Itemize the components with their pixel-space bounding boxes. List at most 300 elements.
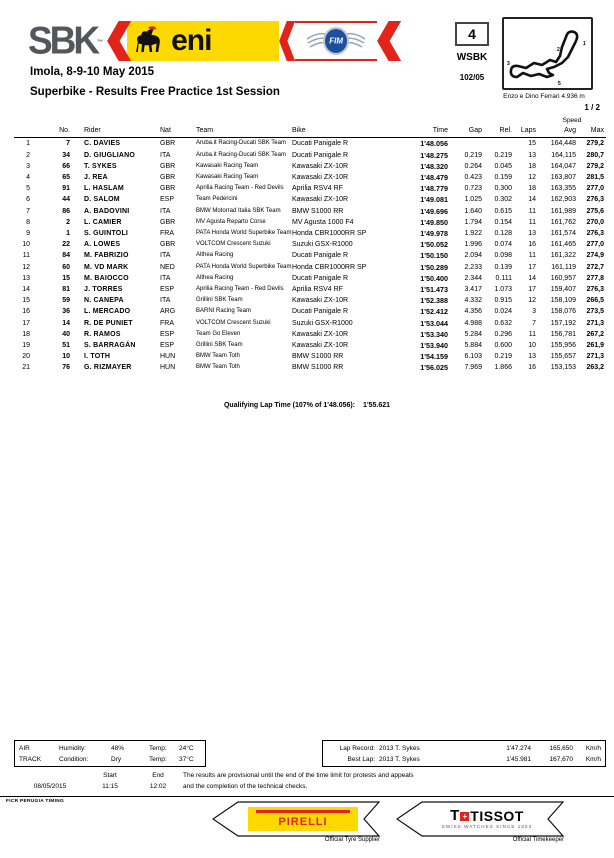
cell-laps: 14 [528,196,536,204]
cell-team: Team Pedercini [196,196,238,203]
cell-avg: 156,781 [550,330,576,338]
cell-avg: 155,657 [550,353,576,361]
humidity-label: Humidity: [59,745,87,752]
cell-gap: 0.723 [464,185,482,193]
cell-gap: 3.417 [464,286,482,294]
cell-no: 10 [62,353,70,361]
col-team: Team [192,125,292,138]
cell-rel: 0.302 [494,196,512,204]
document-number: 102/05 [459,73,485,82]
humidity-value: 48% [111,745,125,752]
cell-pos: 11 [22,252,30,260]
air-temp-value: 24°C [179,745,194,752]
cell-time: 1'53.044 [420,318,448,328]
cell-nat: ESP [160,196,175,204]
cell-no: 86 [62,207,70,215]
cell-avg: 163,807 [550,174,576,181]
table-row [14,217,606,228]
cell-nat: GBR [160,185,176,193]
cell-laps: 13 [528,151,536,159]
cell-rider: T. SYKES [84,162,117,170]
cell-team: PATA Honda World Superbike Team [196,263,292,270]
col-time: Time [406,125,450,138]
results-body [14,138,606,374]
tissot-tagline: SWISS WATCHES SINCE 1853 [441,824,533,829]
cell-nat: FRA [160,230,174,238]
timekeeper-caption: Official Timekeeper [512,837,564,843]
cell-no: 14 [62,319,70,327]
track-outline-icon [504,19,591,88]
cell-laps: 11 [528,218,536,226]
start-time: 11:15 [102,783,118,790]
best-lap-holder: 2013 T. Sykes [379,756,420,763]
cell-rider: G. RIZMAYER [84,364,132,372]
cell-pos: 12 [22,263,30,271]
cell-team: VOLTCOM Crescent Suzuki [196,241,271,248]
swiss-cross-icon: + [460,812,469,821]
cell-laps: 16 [528,241,536,249]
cell-bike: Ducati Panigale R [292,308,349,316]
cell-gap: 1.996 [464,241,482,249]
cell-rider: D. GIUGLIANO [84,151,136,159]
cell-rider: R. DE PUNIET [84,319,133,327]
cell-pos: 14 [22,286,30,294]
table-row [14,250,606,261]
cell-avg: 161,574 [550,230,576,238]
cell-max: 267,2 [586,330,605,338]
cell-time: 1'49.850 [420,217,448,227]
eni-logo: eni [171,24,212,57]
cell-pos: 21 [22,364,30,372]
cell-rel: 0.219 [494,353,512,361]
cell-max: 273,5 [586,308,605,316]
cell-bike: Kawasaki ZX-10R [292,297,349,305]
cell-rider: A. BADOVINI [84,207,130,215]
cell-time: 1'54.159 [420,352,448,362]
cell-team: Kawasaki Racing Team [196,162,259,169]
sbk-logo: SBK™ [28,19,104,62]
cell-time: 1'51.473 [420,285,448,295]
tissot-banner [396,801,564,843]
cell-pos: 4 [26,174,30,181]
cell-rel: 0.111 [495,274,512,282]
cell-no: 76 [62,364,70,372]
table-row [14,351,606,362]
cell-rider: L. CAMIER [84,218,122,226]
cell-no: 2 [66,218,70,226]
cell-nat: GBR [160,241,176,249]
cell-max: 266,5 [586,297,605,305]
cell-team: Althea Racing [196,274,234,281]
cell-pos: 16 [22,308,30,316]
cell-rider: L. HASLAM [84,185,124,193]
chevron-end-icon [377,21,401,61]
cell-laps: 7 [532,319,536,327]
round-number-box: 4 [455,22,489,46]
cell-no: 84 [62,252,70,260]
cell-bike: Suzuki GSX-R1000 [292,241,353,249]
cell-rider: C. DAVIES [84,140,121,148]
cell-team: Grillini SBK Team [196,342,243,349]
cell-avg: 161,465 [550,241,576,249]
table-row [14,150,606,161]
cell-no: 40 [62,330,70,338]
condition-label: Condition: [59,756,89,763]
cell-rel: 0.615 [494,207,512,215]
cell-nat: ARG [160,308,176,316]
cell-nat: HUN [160,364,176,372]
table-row [14,262,606,273]
eni-dog-icon [131,24,165,58]
cell-pos: 13 [22,274,30,282]
cell-max: 276,3 [586,286,605,294]
cell-laps: 11 [528,330,536,338]
table-row [14,194,606,205]
cell-nat: GBR [160,174,176,181]
table-row [14,161,606,172]
cell-nat: ESP [160,330,175,338]
cell-rider: S. BARRAGÁN [84,342,136,350]
cell-max: 279,2 [586,140,605,148]
cell-time: 1'48.320 [420,161,448,171]
table-row [14,284,606,295]
cell-rel: 1.073 [494,286,512,294]
cell-rel: 0.098 [494,252,512,260]
cell-gap: 6.103 [464,353,482,361]
cell-team: BMW Team Toth [196,364,240,371]
cell-nat: GBR [160,140,176,148]
cell-rel: 0.045 [494,162,512,170]
cell-pos: 6 [26,196,30,204]
event-title: Imola, 8-9-10 May 2015 [30,66,155,78]
cell-time: 1'49.081 [420,195,448,205]
speed-header: Speed [562,117,582,125]
cell-gap [450,138,484,150]
cell-laps: 15 [528,140,536,148]
pirelli-banner [212,801,380,843]
cell-no: 66 [62,162,70,170]
track-label: TRACK [19,756,42,763]
cell-rider: R. RAMOS [84,330,121,338]
cell-laps: 18 [528,162,536,170]
cell-max: 277,0 [586,185,605,193]
best-lap-time: 1'45.981 [506,756,531,763]
cell-bike: Kawasaki ZX-10R [292,174,349,181]
cell-avg: 161,989 [550,207,576,215]
col-no: No. [40,125,76,138]
cell-avg: 161,762 [550,218,576,226]
cell-avg: 163,355 [550,185,576,193]
cell-nat: ITA [160,297,171,305]
cell-no: 7 [66,140,70,148]
cell-avg: 161,119 [551,263,576,271]
cell-laps: 13 [528,353,536,361]
cell-rider: N. CANEPA [84,297,124,305]
cell-rel: 1.866 [494,364,512,372]
table-row [14,329,606,340]
cell-pos: 10 [22,241,30,249]
cell-nat: ITA [160,207,171,215]
cell-pos: 7 [26,207,30,215]
cell-team: Aprilia Racing Team - Red Devils [196,185,284,192]
cell-gap: 2.344 [464,274,482,282]
cell-bike: Kawasaki ZX-10R [292,162,349,170]
cell-max: 271,3 [586,353,605,361]
cell-max: 277,0 [586,241,605,249]
cell-avg: 153,153 [550,364,576,372]
cell-bike: Aprilia RSV4 RF [292,286,343,294]
table-row [14,228,606,239]
page-number: 1 / 2 [584,103,600,112]
table-row [14,340,606,351]
cell-bike: Ducati Panigale R [292,140,349,148]
table-row [14,183,606,194]
cell-laps: 16 [528,364,536,372]
circuit-name: Enzo e Dino Ferrari 4.936 m [503,93,585,100]
turn-1-label: 1 [583,41,586,47]
cell-bike: BMW S1000 RR [292,353,344,361]
cell-gap: 7.969 [464,364,482,372]
cell-bike: BMW S1000 RR [292,207,344,215]
cell-laps: 12 [528,297,536,305]
cell-team: Aruba.it Racing-Ducati SBK Team [196,151,286,158]
cell-nat: FRA [160,319,174,327]
cell-time: 1'52.412 [420,307,448,317]
cell-max: 276,3 [586,196,605,204]
cell-no: 15 [62,274,70,282]
cell-pos: 17 [22,319,30,327]
cell-time: 1'53.940 [420,341,448,351]
cell-team: BARNI Racing Team [196,308,251,315]
cell-laps: 11 [528,252,536,260]
cell-bike: BMW S1000 RR [292,364,344,372]
cell-no: 1 [66,230,70,238]
cell-bike: Suzuki GSX-R1000 [292,319,353,327]
cell-no: 60 [62,263,70,271]
cell-team: VOLTCOM Crescent Suzuki [196,319,271,326]
cell-rel: 0.600 [494,342,512,350]
cell-no: 34 [62,151,70,159]
table-row [14,206,606,217]
cell-rider: J. REA [84,174,108,181]
cell-team: BMW Motorrad Italia SBK Team [196,207,281,214]
cell-rel: 0.632 [494,319,512,327]
fim-logo-text: FIM [329,36,344,46]
cell-team: Althea Racing [196,252,234,259]
cell-pos: 19 [22,342,30,350]
session-date: 08/05/2015 [33,783,67,790]
col-nat: Nat [160,125,192,138]
cell-time: 1'50.150 [420,251,448,261]
cell-time: 1'52.388 [420,296,448,306]
cell-no: 44 [62,196,70,204]
cell-gap: 0.219 [464,151,482,159]
turn-5-label: 5 [558,81,561,87]
timing-company: FICR PERUGIA TIMING [6,799,65,804]
header-banner [28,20,401,62]
cell-gap: 4.332 [464,297,482,305]
cell-avg: 158,109 [550,297,576,305]
cell-pos: 5 [26,185,30,193]
cell-pos: 3 [26,162,30,170]
cell-rider: L. MERCADO [84,308,131,316]
cell-no: 91 [62,185,70,193]
speed-header-row [14,114,606,125]
cell-avg: 164,047 [550,162,576,170]
cell-pos: 8 [26,218,30,226]
cell-avg: 159,407 [550,286,576,294]
cell-rel: 0.024 [494,308,512,316]
cell-time: 1'50.289 [420,262,448,272]
cell-gap: 4.356 [464,308,482,316]
col-laps: Laps [514,125,538,138]
track-temp-label: Temp: [149,756,167,763]
cell-avg: 155,956 [550,342,576,350]
cell-rel: 0.219 [494,151,512,159]
cell-team: Team Go Eleven [196,330,241,337]
cell-gap: 0.423 [464,174,482,181]
cell-time: 1'48.479 [420,173,448,182]
cell-rider: M. BAIOCCO [84,274,129,282]
end-label: End [152,772,164,779]
results-table [14,114,606,374]
cell-team: Aprilia Racing Team - Red Devils [196,286,284,293]
cell-max: 279,2 [586,162,605,170]
cell-bike: Ducati Panigale R [292,151,349,159]
cell-bike: Aprilia RSV4 RF [292,185,343,193]
turn-2-label: 2 [557,47,560,53]
cell-team: PATA Honda World Superbike Team [196,230,292,237]
table-row [14,295,606,306]
tyre-supplier-caption: Official Tyre Supplier [324,837,380,843]
cell-nat: GBR [160,162,176,170]
cell-rider: A. LOWES [84,241,121,249]
cell-rel [484,138,514,150]
cell-time: 1'56.025 [420,363,448,373]
cell-nat: ESP [160,342,175,350]
table-row [14,318,606,329]
cell-gap: 5.284 [464,330,482,338]
cell-laps: 14 [528,274,536,282]
best-lap-unit: Km/h [585,756,601,763]
cell-avg: 164,448 [550,140,576,148]
cell-no: 36 [62,308,70,316]
session-title: Superbike - Results Free Practice 1st Session [30,86,280,98]
lap-record-label: Lap Record: [339,745,375,752]
cell-nat: ITA [160,151,171,159]
cell-laps: 18 [528,185,536,193]
cell-team: BMW Team Toth [196,353,240,360]
cell-rel: 0.128 [494,230,512,238]
cell-laps: 13 [528,230,536,238]
lap-record-time: 1'47.274 [506,745,531,752]
cell-team: Grillini SBK Team [196,297,243,304]
cell-nat: GBR [160,218,176,226]
cell-laps: 12 [528,174,536,181]
cell-time: 1'50.400 [420,273,448,283]
cell-max: 281,5 [586,174,605,181]
provisional-note: The results are provisional until the end of the time limit for protests and appeals and the completion of the technical checks. [183,772,414,790]
cell-team: Aruba.it Racing-Ducati SBK Team [196,140,286,147]
col-gap: Gap [450,125,484,138]
cell-no: 81 [62,286,70,294]
cell-rel: 0.159 [494,174,512,181]
cell-time: 1'50.052 [420,240,448,250]
cell-rider: I. TOTH [84,353,111,361]
cell-gap: 1.922 [464,230,482,238]
cell-time: 1'48.056 [420,139,448,149]
cell-gap: 5.884 [464,342,482,350]
cell-no: 65 [62,174,70,181]
cell-max: 272,7 [586,263,605,271]
pirelli-bar [256,810,350,813]
cell-time: 1'49.978 [420,229,448,239]
table-row [14,172,606,183]
cell-gap: 1.794 [464,218,482,226]
air-temp-label: Temp: [149,745,167,752]
col-bike: Bike [292,125,406,138]
cell-pos: 15 [22,297,30,305]
cell-gap: 2.094 [464,252,482,260]
track-temp-value: 37°C [179,756,194,763]
cell-bike: Honda CBR1000RR SP [292,230,367,238]
lap-record-unit: Km/h [585,745,601,752]
cell-gap: 0.264 [464,162,482,170]
turn-3-label: 3 [507,61,510,67]
cell-max: 277,8 [586,274,605,282]
cell-rider: S. GUINTOLI [84,230,129,238]
lap-record-holder: 2013 T. Sykes [379,745,420,752]
condition-value: Dry [111,756,122,763]
cell-rider: M. VD MARK [84,263,129,271]
cell-rel: 0.300 [494,185,512,193]
table-row [14,306,606,317]
cell-nat: ESP [160,286,175,294]
cell-avg: 161,322 [550,252,576,260]
best-lap-speed: 167,670 [549,756,573,763]
start-label: Start [103,772,117,779]
cell-time: 1'49.696 [420,206,448,216]
cell-nat: ITA [160,274,171,282]
table-row [14,138,606,150]
cell-max: 261,9 [586,342,605,350]
cell-pos: 20 [22,353,30,361]
tissot-logo: T + TISSOT SWISS WATCHES SINCE 1853 [441,807,533,829]
session-times [14,770,184,792]
cell-bike: Kawasaki ZX-10R [292,342,349,350]
cell-avg: 160,957 [550,274,576,282]
cell-bike: Honda CBR1000RR SP [292,263,367,271]
best-lap-label: Best Lap: [347,756,375,763]
end-time: 12:02 [149,783,167,790]
cell-rel: 0.154 [494,218,512,226]
cell-gap: 1.025 [464,196,482,204]
cell-bike: Ducati Panigale R [292,252,349,260]
cell-team: Kawasaki Racing Team [196,174,259,180]
pirelli-logo: PIRELLI [248,807,358,831]
weather-box [14,740,206,767]
cell-max: 275,6 [586,207,605,215]
cell-laps: 10 [528,342,536,350]
cell-nat: NED [160,263,175,271]
col-max: Max [578,125,606,138]
cell-laps: 3 [532,308,536,316]
cell-max: 276,3 [586,230,605,238]
cell-rel: 0.139 [494,263,512,271]
cell-rel: 0.296 [494,330,512,338]
cell-no: 51 [62,342,70,350]
air-label: AIR [19,745,30,752]
